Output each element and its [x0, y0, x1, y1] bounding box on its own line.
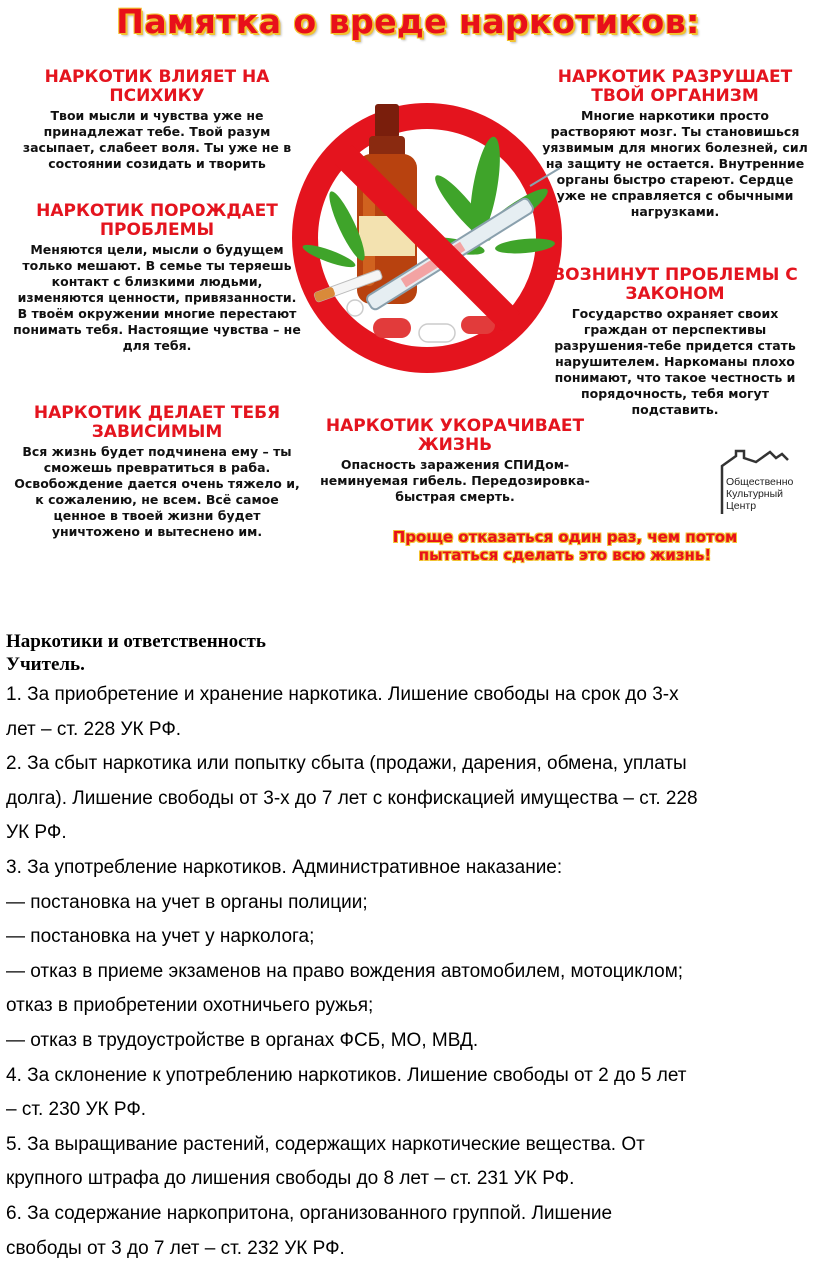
prohibition-sign-icon: [285, 96, 570, 376]
text-line: — отказ в трудоустройстве в органах ФСБ, МО, МВД.: [6, 1029, 479, 1051]
logo-text: [726, 476, 793, 512]
block-heading: НАРКОТИК ДЕЛАЕТ ТЕБЯ ЗАВИСИМЫМ: [33, 403, 281, 442]
text-line: 5. За выращивание растений, содержащих наркотические вещества. От: [6, 1133, 645, 1155]
poster-title: Памятка о вреде наркотиков:: [116, 2, 700, 41]
text-line: свободы от 3 до 7 лет – ст. 232 УК РФ.: [6, 1237, 345, 1259]
text-line: 4. За склонение к употреблению наркотиков. Лишение свободы от 2 до 5 лет: [6, 1064, 687, 1086]
text-line: 6. За содержание наркопритона, организованного группой. Лишение: [6, 1202, 613, 1224]
block-law: [540, 266, 810, 418]
document-lines: [6, 678, 812, 1266]
block-text: Меняются цели, мысли о будущем только мешают. В семье ты теряешь контакт с близкими людьми, изменяются ценности, привязанности. В твоём окружении многие перестают понимать тебя. Настоящие чувства – не для тебя.: [13, 242, 301, 353]
text-line: лет – ст. 228 УК РФ.: [6, 718, 182, 740]
block-heading: НАРКОТИК ПОРОЖДАЕТ ПРОБЛЕМЫ: [36, 201, 278, 240]
block-heading: НАРКОТИК ВЛИЯЕТ НА ПСИХИКУ: [44, 67, 270, 106]
block-text: Опасность заражения СПИДом-неминуемая гибель. Передозировка-быстрая смерть.: [320, 457, 590, 504]
text-line: — постановка на учет в органы полиции;: [6, 891, 368, 913]
block-heading: ВОЗНИНУТ ПРОБЛЕМЫ С ЗАКОНОМ: [552, 265, 798, 304]
block-psyche: [12, 68, 302, 172]
block-problems: [12, 202, 302, 354]
cultural-center-logo: [716, 448, 816, 518]
block-text: Вся жизнь будет подчинена ему – ты сможешь превратиться в раба. Освобождение дается очень тяжело и, к сожалению, не всем. Всё самое ценное в твоей жизни будет уничтожено и вытеснено им.: [14, 444, 300, 539]
text-line: – ст. 230 УК РФ.: [6, 1099, 147, 1121]
text-line: 3. За употребление наркотиков. Административное наказание:: [6, 856, 563, 878]
document-title: Наркотики и ответственность: [6, 631, 266, 652]
block-dependency: [12, 404, 302, 540]
block-organism: [540, 68, 810, 220]
block-text: Государство охраняет своих граждан от перспективы разрушения-тебе придется стать нарушителем. Наркоманы плохо понимают, что такое честность и порядочность, тебя могут подставить.: [554, 306, 796, 417]
block-life: [300, 417, 610, 505]
document-role: Учитель.: [6, 654, 85, 675]
block-heading: НАРКОТИК РАЗРУШАЕТ ТВОЙ ОРГАНИЗМ: [557, 67, 793, 106]
logo-line: Культурный: [726, 488, 784, 500]
text-line: долга). Лишение свободы от 3-х до 7 лет с конфискацией имущества – ст. 228: [6, 787, 698, 809]
logo-line: Центр: [726, 500, 757, 512]
block-heading: НАРКОТИК УКОРАЧИВАЕТ ЖИЗНЬ: [325, 416, 585, 455]
text-line: — отказ в приеме экзаменов на право вождения автомобилем, мотоциклом;: [6, 960, 684, 982]
block-text: Многие наркотики просто растворяют мозг. Ты становишься уязвимым для многих болезней, сил на защиту не остается. Внутренние органы быстро стареют. Сердце уже не справляется с обычными нагрузками.: [542, 108, 808, 219]
text-line: крупного штрафа до лишения свободы до 8 лет – ст. 231 УК РФ.: [6, 1168, 575, 1190]
logo-line: Общественно: [726, 476, 794, 488]
text-line: 1. За приобретение и хранение наркотика. Лишение свободы на срок до 3-х: [6, 684, 679, 705]
text-line: — постановка на учет у нарколога;: [6, 926, 315, 948]
text-line: отказ в приобретении охотничьего ружья;: [6, 995, 374, 1017]
block-text: Твои мысли и чувства уже не принадлежат тебе. Твой разум засыпает, слабеет воля. Ты уже не в состоянии созидать и творить: [22, 108, 292, 171]
poster-slogan: Проще отказаться один раз, чем потом пытаться сделать это всю жизнь!: [392, 528, 738, 564]
document-body: [6, 630, 812, 1266]
text-line: 2. За сбыт наркотика или попытку сбыта (продажи, дарения, обмена, уплаты: [6, 753, 687, 775]
text-line: УК РФ.: [6, 822, 67, 844]
poster: [0, 0, 816, 580]
